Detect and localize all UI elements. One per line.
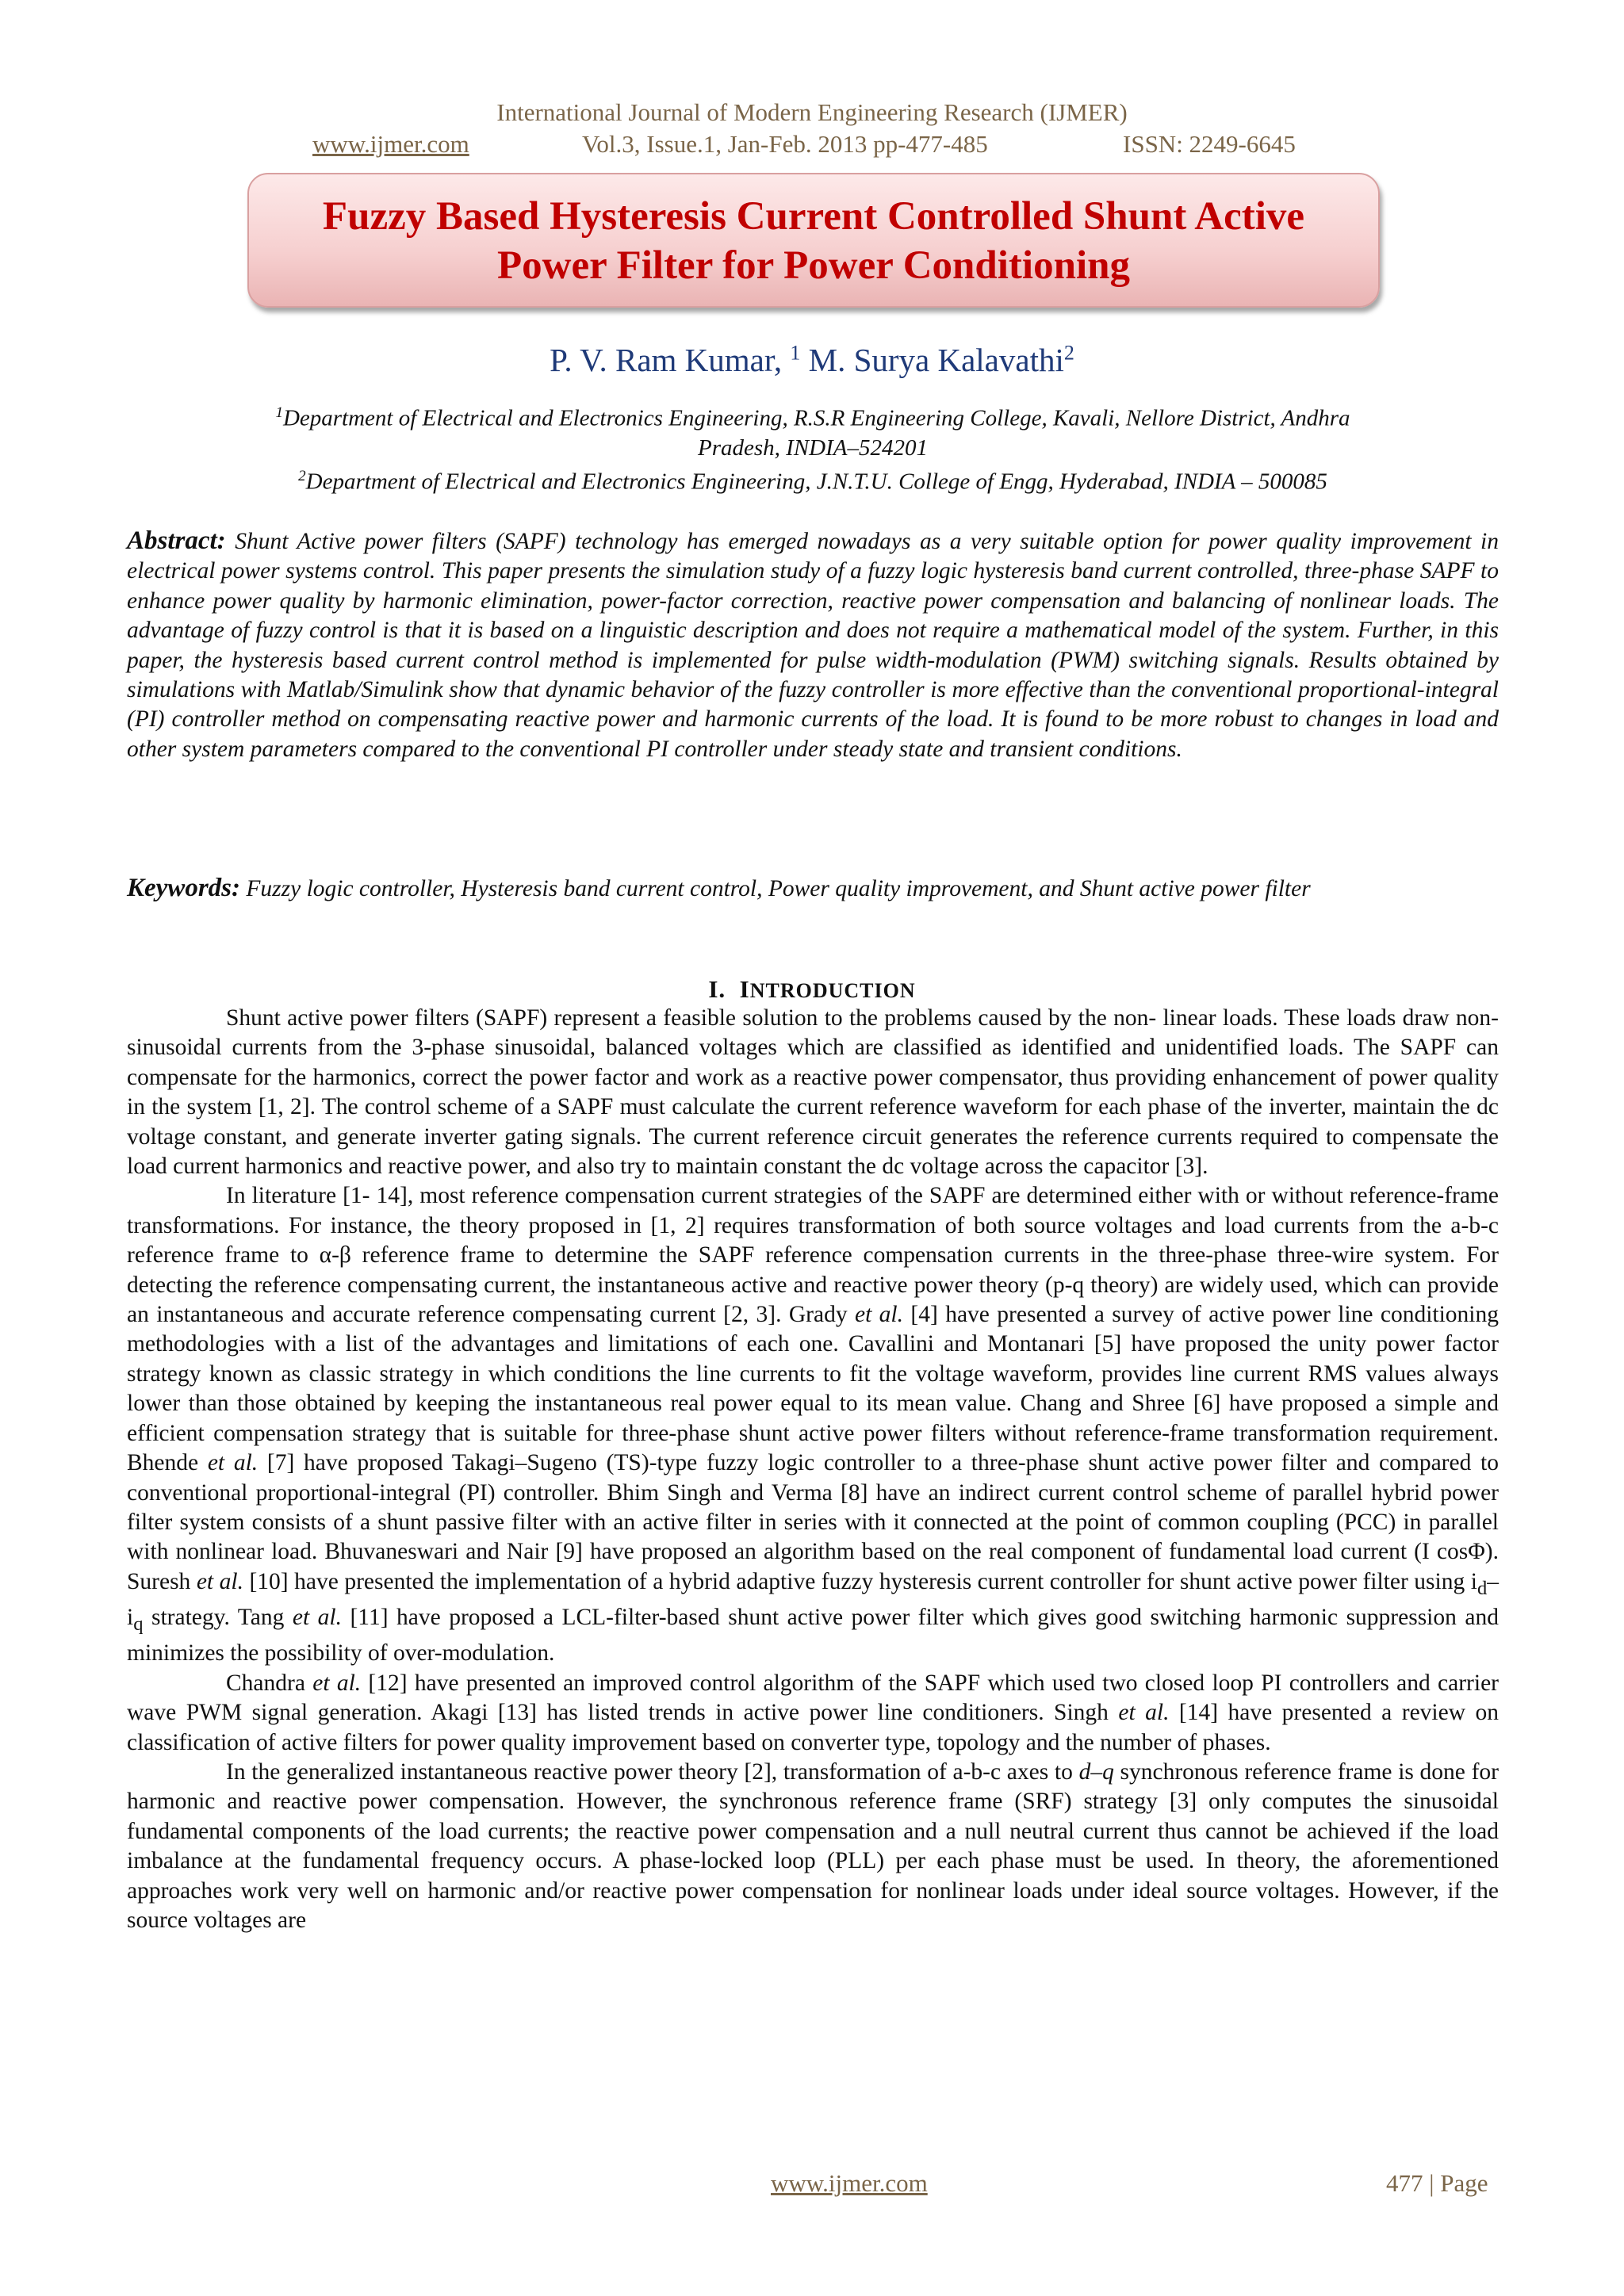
- author-1: P. V. Ram Kumar,: [550, 342, 783, 378]
- intro-paragraph-1: Shunt active power filters (SAPF) represent a feasible solution to the problems caused by the non- linear loads. These loads draw non-sinusoidal currents from the 3-phase sinusoidal, balanced voltages which are classified as identified and unidentified loads. The SAPF can compensate for the harmonics, correct the power factor and work as a reactive power compensator, thus providing enhancement of power quality in the system [1, 2]. The control scheme of a SAPF must calculate the current reference waveform for each phase of the inverter, maintain the dc voltage constant, and generate inverter gating signals. The current reference circuit generates the reference currents required to compensate the load current harmonics and reactive power, and also try to maintain constant the dc voltage across the capacitor [3].: [127, 1005, 1499, 1180]
- page-number: 477 | Page: [1386, 2169, 1488, 2197]
- journal-name: International Journal of Modern Engineering Research (IJMER): [496, 98, 1128, 126]
- abstract-text: Shunt Active power filters (SAPF) technology has emerged nowadays as a very suitable option for power quality improvement in electrical power systems control. This paper presents the simulation study of a fuzzy logic hysteresis band current controlled, three-phase SAPF to enhance power quality by harmonic elimination, power-factor correction, reactive power compensation and balancing of nonlinear loads. The advantage of fuzzy control is that it is based on a linguistic description and does not require a mathematical model of the system. Further, in this paper, the hysteresis based current control method is implemented for pulse width-modulation (PWM) switching signals. Results obtained by simulations with Matlab/Simulink show that dynamic behavior of the fuzzy controller is more effective than the conventional proportional-integral (PI) controller method on compensating reactive power and harmonic currents of the load. It is found to be more robust to changes in load and other system parameters compared to the conventional PI controller under steady state and transient conditions.: [127, 529, 1500, 762]
- affiliation-1: $^1$Department of Electrical and Electronics Engineering, R.S.R Engineering College, Kavali, Nellore District, Andhra Pradesh, INDIA–524201: [275, 404, 1350, 461]
- title-banner: [247, 173, 1380, 308]
- keywords-label: Keywords:: [127, 874, 240, 902]
- abstract: [127, 526, 1499, 764]
- keywords-text: Fuzzy logic controller, Hysteresis band current control, Power quality improvement, and Shunt active power filter: [246, 876, 1311, 901]
- section-heading-introduction: I. INTRODUCTION: [708, 975, 916, 1003]
- author-2: M. Surya Kalavathi: [808, 342, 1064, 378]
- paper-title-line-1: Fuzzy Based Hysteresis Current Controlled Shunt Active: [322, 194, 1305, 239]
- footer-url-link[interactable]: www.ijmer.com: [771, 2169, 928, 2197]
- author-list: [0, 341, 1624, 379]
- paper-title-line-2: Power Filter for Power Conditioning: [497, 243, 1130, 288]
- abstract-label: Abstract:: [127, 526, 226, 555]
- issn: ISSN: 2249-6645: [1123, 130, 1296, 158]
- keywords: [127, 874, 1499, 904]
- affiliation-2: $^2$Department of Electrical and Electronics Engineering, J.N.T.U. College of Engg, Hyderabad, INDIA – 500085: [298, 468, 1327, 495]
- author-1-marker: 1: [790, 341, 801, 365]
- intro-paragraph-3: Chandra et al. [12] have presented an improved control algorithm of the SAPF which used two closed loop PI controllers and carrier wave PWM signal generation. Akagi [13] has listed trends in active power line conditioners. Singh et al. [14] have presented a review on classification of active filters for power quality improvement based on converter type, topology and the number of phases.: [127, 1670, 1499, 1755]
- introduction-body: [127, 1004, 1499, 1935]
- journal-url-link[interactable]: www.ijmer.com: [312, 130, 469, 158]
- author-2-marker: 2: [1063, 341, 1074, 365]
- intro-paragraph-4: In the generalized instantaneous reactive power theory [2], transformation of a-b-c axes to d–q synchronous reference frame is done for harmonic and reactive power compensation. However, the synchronous reference frame (SRF) strategy [3] only computes the sinusoidal fundamental components of the load currents; the reactive power compensation and a null neutral current thus cannot be achieved if the load imbalance at the fundamental frequency occurs. A phase-locked loop (PLL) per each phase must be used. In theory, the aforementioned approaches work very well on harmonic and/or reactive power compensation for nonlinear loads under ideal source voltages. However, if the source voltages are: [127, 1758, 1499, 1933]
- volume-issue: Vol.3, Issue.1, Jan-Feb. 2013 pp-477-485: [582, 130, 988, 158]
- intro-paragraph-2: In literature [1- 14], most reference compensation current strategies of the SAPF are determined either with or without reference-frame transformations. For instance, the theory proposed in [1, 2] requires transformation of both source voltages and load currents from the a-b-c reference frame to α-β reference frame to determine the SAPF reference compensation currents in the three-phase three-wire system. For detecting the reference compensating current, the instantaneous active and reactive power theory (p-q theory) are widely used, which can provide an instantaneous and accurate reference compensating current [2, 3]. Grady et al. [4] have presented a survey of active power line conditioning methodologies with a list of the advantages and limitations of each one. Cavallini and Montanari [5] have proposed the unity power factor strategy known as classic strategy in which conditions the line currents to fit the voltage waveform, provides line current RMS values always lower than those obtained by keeping the instantaneous real power equal to its mean value. Chang and Shree [6] have proposed a simple and efficient compensation strategy that is suitable for three-phase shunt active power filters without reference-frame transformation requirement. Bhende et al. [7] have proposed Takagi–Sugeno (TS)-type fuzzy logic controller to a three-phase shunt active power filter and compared to conventional proportional-integral (PI) controller. Bhim Singh and Verma [8] have an indirect current control scheme of parallel hybrid power filter system consists of a shunt passive filter with an active filter in series with it connected at the point of common coupling (PCC) in parallel with nonlinear load. Bhuvaneswari and Nair [9] have proposed an algorithm based on the real component of fundamental load current (I cosΦ). Suresh et al. [10] have presented the implementation of a hybrid adaptive fuzzy hysteresis current controller for shunt active power filter using $i_d-i_q$ strategy. Tang et al. [11] have proposed a LCL-filter-based shunt active power filter which gives good switching harmonic suppression and minimizes the possibility of over-modulation.: [127, 1183, 1499, 1667]
